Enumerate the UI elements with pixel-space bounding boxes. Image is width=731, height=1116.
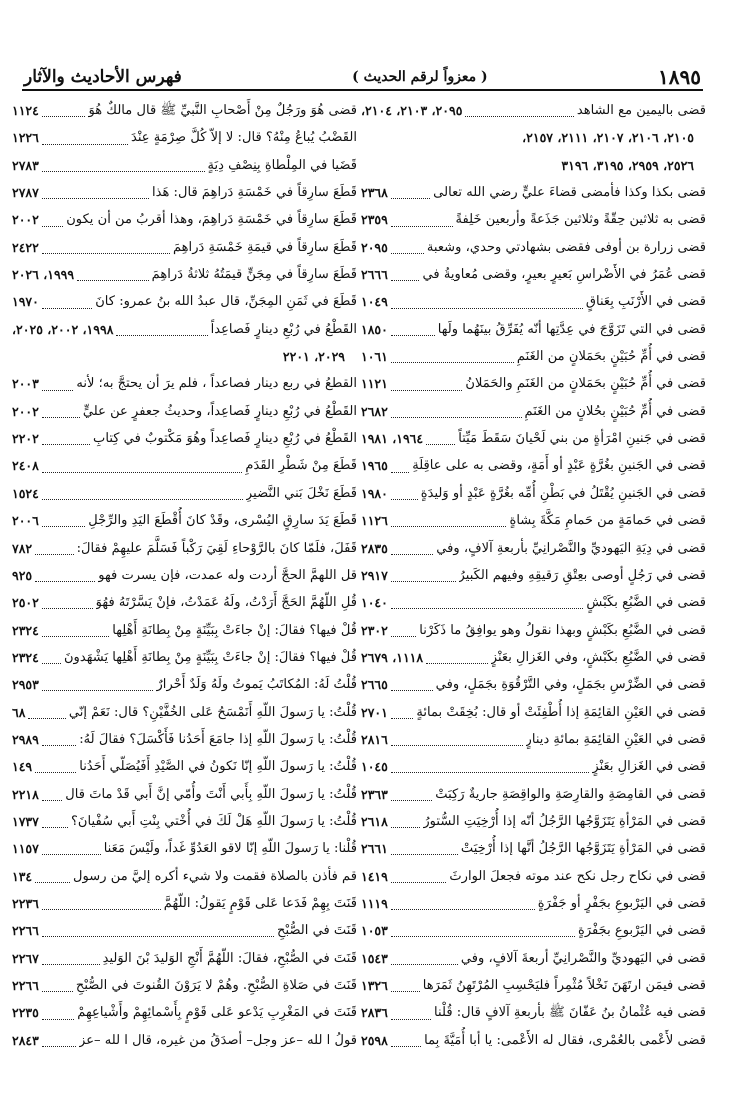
entry-refs: ٢٢٦٦	[12, 978, 39, 993]
index-entry	[361, 753, 706, 780]
leader-dots	[116, 335, 207, 336]
entry-text: قَنَتَ بِهِمْ فَدَعا عَلى قَوْمٍ يَقولُ: اللّهُمَّ	[163, 895, 357, 911]
leader-dots	[391, 936, 575, 937]
index-entry	[12, 972, 357, 999]
entry-text: قضى في الضِّرْسِ بجَمَلٍ، وفي التَّرْقُوَةِ بجَمَلٍ، وفي	[435, 677, 706, 693]
index-entry	[361, 398, 706, 425]
entry-refs: ١٩٩٩، ٢٠٢٦	[12, 267, 75, 283]
index-entry	[361, 234, 706, 261]
entry-refs: ٢٢١٨	[12, 786, 39, 802]
leader-dots	[42, 308, 92, 309]
entry-refs: ١١٥٧	[12, 841, 39, 857]
index-entry	[361, 589, 706, 616]
leader-dots	[391, 882, 446, 883]
entry-text: قضى باليمين مع الشاهد	[576, 103, 706, 118]
index-entry	[361, 972, 706, 999]
entry-text: قُلْ فيها؟ فقالَ: إنْ جاءَتْ بِبَيِّنَةٍ مِنْ بِطانَةِ أَهْلِها يَشْهَدونَ	[63, 649, 357, 665]
leader-dots	[42, 198, 149, 199]
entry-refs: ٢٥٢٦، ٢٩٥٩، ٣١٩٥، ٣١٩٦	[561, 157, 694, 173]
leader-dots	[42, 936, 274, 937]
entry-refs: ٢٥٩٨	[361, 1032, 388, 1048]
entry-refs: ٢٠٠٦	[12, 513, 39, 529]
entry-refs: ٢٧٨٣	[12, 157, 39, 173]
index-entry	[12, 835, 357, 862]
index-entry	[12, 480, 357, 507]
leader-dots	[42, 253, 170, 254]
entry-text: قَطَعَ مِنْ شَطْرِ القَدَمِ	[245, 458, 357, 474]
entry-refs: ٢٧٨٧	[12, 185, 39, 201]
index-entry	[12, 699, 357, 726]
entry-text: قضى في المَرْأةِ يَتَزَوَّجُها الرَّجُلُ أنّه إذا أُرْخِيَتِ السُّتورُ	[423, 813, 706, 829]
index-entry	[361, 288, 706, 315]
index-entry	[12, 261, 357, 288]
index-entry	[12, 507, 357, 534]
index-entry	[12, 999, 357, 1026]
entry-text: قَنَتَ في الصُّبْحِ	[277, 923, 357, 939]
leader-dots	[35, 581, 95, 582]
entry-text: قُلْتُ: يا رَسولَ اللّهِ إنّا نَكونُ في الصَّيْدِ أَفَيُصَلّي أَحَدُنا	[79, 759, 357, 775]
index-entry	[12, 589, 357, 616]
entry-text: قَنَتَ في الصُّبْحِ، فقالَ: اللّهُمَّ أَنْجِ الوَليدَ بْنَ الوَليدِ	[102, 950, 357, 966]
entry-text: قضى فيمَن ارتَهَنَ نَخْلاً مُثْمِراً فليَحْسِبِ المُرْتَهِنُ ثَمَرَها	[422, 978, 706, 993]
index-entry	[361, 97, 706, 124]
entry-text: قضى عُمَرُ في الأَضْراسِ بَعيرٍ بعيرٍ، وقضى مُعاويةُ في	[422, 267, 706, 283]
entry-refs: ١٩٧٠	[12, 294, 39, 310]
entry-refs: ١٠٤٥	[361, 759, 388, 775]
entry-refs: ٢٧٠١	[361, 704, 388, 720]
index-entry	[12, 617, 357, 644]
index-entry	[361, 425, 706, 452]
leader-dots	[391, 690, 433, 691]
entry-refs: ٢٦٨٢	[361, 403, 388, 419]
leader-dots	[42, 636, 109, 637]
leader-dots	[42, 909, 161, 910]
leader-dots	[391, 362, 514, 363]
entry-refs: ٢٤٠٨	[12, 458, 39, 474]
entry-refs: ٢٦٦١	[361, 841, 388, 857]
entry-text: قُلْ فيها؟ فقالَ: إنْ جاءَتْ بِبَيِّنَةٍ مِنْ بِطانَةِ أَهْلِها	[112, 622, 357, 638]
index-entry	[12, 535, 357, 562]
page-header	[24, 66, 701, 88]
entry-refs: ٦٨	[12, 704, 26, 720]
entry-refs: ١٥٤٣	[361, 950, 388, 966]
leader-dots	[42, 854, 101, 855]
entry-refs: ١٩٩٨، ٢٠٠٢، ٢٠٢٥،	[12, 321, 114, 337]
leader-dots	[42, 472, 243, 473]
entry-refs: ٢٢٦٧	[12, 950, 39, 966]
index-entry	[12, 726, 357, 753]
entry-text: قضى بكذا وكذا فأمضى قضاءَ عليٍّ رضي الله تعالى	[433, 185, 706, 201]
leader-dots	[426, 663, 488, 664]
entry-text: قضى في اليَرْبوعِ بجَفْرَةٍ	[577, 923, 706, 939]
entry-text: قَنَتَ في المَغْرِبِ يَدْعو عَلى قَوْمٍ بِأَسْمائِهِمْ وأَشْياعِهِمْ	[77, 1005, 357, 1021]
leader-dots	[391, 198, 430, 199]
leader-dots	[42, 608, 93, 609]
entry-refs: ١١١٩	[361, 895, 388, 911]
index-entry	[12, 206, 357, 233]
entry-text: قضى في التي تَزَوَّجَ في عِدَّتِها أنّه يُفَرِّقُ بينَهُما ولَها	[437, 321, 706, 337]
index-entry	[361, 452, 706, 479]
leader-dots	[42, 991, 73, 992]
entry-refs: ٢٠٠٢	[12, 212, 39, 228]
entry-text: قضى هُوَ ورَجُلٌ مِنْ أَصْحابِ النَّبيِّ ﷺ قال مالكٌ هُوَ	[88, 103, 357, 118]
entry-text: القَطْعُ في رُبْعِ دينارٍ فَصاعِداً وهُوَ مَكْتوبٌ في كِتابِ	[93, 431, 357, 447]
leader-dots	[42, 171, 205, 172]
leader-dots	[391, 499, 418, 500]
index-entry	[361, 206, 706, 233]
entry-refs: ٢٣٢٤	[12, 649, 39, 665]
entry-text: قضى زرارة بن أوفى فقضى بشهادتي وحدي، وشعبة	[426, 239, 706, 255]
entry-text: قضى في المَرْأةِ يَتَزَوَّجُها الرَّجُلُ أنَّها إذا أُرْخِيَتْ	[460, 841, 706, 857]
index-entry	[361, 699, 706, 726]
leader-dots	[42, 390, 74, 391]
index-entry	[361, 671, 706, 698]
entry-refs: ١٣٤	[12, 868, 33, 884]
index-entry	[361, 835, 706, 862]
entry-refs: ٢٥٠٢	[12, 595, 39, 611]
header-title: فهرس الأحاديث والآثار	[24, 67, 182, 87]
leader-dots	[35, 882, 70, 883]
entry-refs: ٢٠٠٢	[12, 403, 39, 419]
leader-dots	[391, 472, 409, 473]
entry-refs: ٢٠٠٣	[12, 376, 39, 392]
leader-dots	[42, 499, 243, 500]
leader-dots	[391, 253, 424, 254]
entry-refs: ٧٨٢	[12, 540, 33, 556]
index-entry	[361, 179, 706, 206]
entry-refs: ٢٣٠٢	[361, 622, 388, 638]
entry-refs: ٢٨١٦	[361, 731, 388, 747]
entry-refs: ٢٤٢٢	[12, 239, 39, 255]
leader-dots	[391, 772, 589, 773]
index-entry	[361, 480, 706, 507]
entry-refs: ٢٩٨٩	[12, 731, 39, 747]
leader-dots	[42, 444, 90, 445]
entry-text: قَطَعَ نَخْلَ بَني النَّضيرِ	[245, 485, 357, 501]
index-entry	[361, 1027, 706, 1054]
leader-dots	[391, 581, 456, 582]
entry-refs: ٢٣٢٤	[12, 622, 39, 638]
left-column	[12, 97, 357, 1054]
index-entry	[12, 452, 357, 479]
leader-dots	[391, 308, 583, 309]
entry-refs: ٢٩٥٣	[12, 677, 39, 693]
leader-dots	[42, 827, 68, 828]
leader-dots	[42, 1046, 76, 1047]
entry-text: قضى في الضَّبُعِ بكَبْشٍ، وفي الغَزالِ بعَنْزٍ	[490, 649, 706, 665]
index-entry	[12, 917, 357, 944]
index-entry	[12, 288, 357, 315]
entry-text: قضى في دِيَةِ اليَهوديِّ والنَّصْرانِيِّ بأربعةِ آلافٍ، وفي	[436, 540, 706, 556]
page-number: ١٨٩٥	[658, 65, 701, 89]
leader-dots	[391, 827, 420, 828]
index-entry	[12, 644, 357, 671]
index-entry	[12, 781, 357, 808]
index-entry	[361, 124, 706, 151]
index-entry	[12, 945, 357, 972]
entry-refs: ١٠٤٠	[361, 595, 388, 611]
leader-dots	[391, 335, 435, 336]
leader-dots	[391, 526, 507, 527]
entry-refs: ١٥٢٤	[12, 485, 39, 501]
index-entry	[12, 124, 357, 151]
leader-dots	[35, 772, 76, 773]
entry-text: القَضْبُ يُباعُ مِنْهُ؟ قال: لا إلاّ كُلَّ صِرْمَةٍ عِنْدَ	[130, 130, 357, 146]
index-entry	[12, 97, 357, 124]
entry-text: قضى في الأَرْنَبِ بِعَناقٍ	[585, 294, 706, 310]
index-entry	[361, 863, 706, 890]
entry-refs: ١٨٥٠	[361, 321, 388, 337]
entry-refs: ٢٦١٨	[361, 813, 388, 829]
entry-text: قضى في حَمامَةٍ من حَمامِ مَكَّةَ بِشاةٍ	[509, 513, 706, 529]
entry-text: قَنَتَ في صَلاةِ الصُّبْحِ. وهُمْ لا يَرَوْنَ القُنوتَ في الصُّبْحِ	[75, 978, 357, 993]
entry-refs: ٢١٠٥، ٢١٠٦، ٢١٠٧، ٢١١١، ٢١٥٧،	[522, 130, 694, 146]
entry-refs: ٢٣٥٩	[361, 212, 388, 228]
index-entry	[12, 343, 357, 370]
entry-text: قضى في العَيْنِ القائِمَةِ إذا أُطْفِئَتْ أو قال: بُخِقَتْ بمائةٍ	[416, 704, 706, 720]
index-entry	[12, 316, 357, 343]
leader-dots	[426, 444, 455, 445]
leader-dots	[42, 417, 80, 418]
leader-dots	[391, 991, 420, 992]
entry-text: قضى في الضَّبُعِ بكَبْشٍ	[586, 595, 706, 611]
entry-text: قضى في الجَنينِ بغُرَّةٍ عَبْدٍ أو أَمَةٍ، وقضى به على عاقِلَةِ	[412, 458, 706, 474]
index-entry	[361, 343, 706, 370]
entry-text: قُلِ اللّهُمَّ الحَجَّ أَرَدْتُ، ولَهُ عَمَدْتُ، فإنْ يَسَّرْتَهُ فهُوَ	[95, 595, 357, 611]
entry-refs: ٢٢٣٥	[12, 1005, 39, 1021]
entry-refs: ١٩٦٥	[361, 458, 388, 474]
entry-text: قضى في القامِصَةِ والقارِصَةِ والواقِصَةِ جاريةٌ رَكِبَتْ	[435, 786, 706, 802]
entry-refs: ٢٠٩٥، ٢١٠٣، ٢١٠٤،	[361, 103, 463, 118]
leader-dots	[42, 144, 128, 145]
index-entry	[12, 890, 357, 917]
entry-refs: ٢٨٤٣	[12, 1032, 39, 1048]
index-entry	[12, 179, 357, 206]
leader-dots	[391, 417, 522, 418]
leader-dots	[42, 226, 63, 227]
entry-text: قُلْتُ: يا رَسولَ اللّهِ أَنَمْسَحُ عَلى الخُفَّيْنِ؟ قال: نَعَمْ إنّي	[68, 704, 357, 720]
entry-refs: ١١٢٦	[361, 513, 388, 529]
entry-refs: ٢٣٦٨	[361, 185, 388, 201]
entry-refs: ٢٠٢٩، ٢٢٠١	[282, 349, 345, 365]
entry-text: قَطَعَ سارِقاً في خَمْسَةِ دَراهِمَ، وهذا أقربُ من أن يكون	[66, 212, 357, 228]
entry-text: قَفَلَ، فلَمّا كانَ بالرَّوْحاءِ لَقِيَ رَكْباً فَسَلَّمَ عليهِمْ فقالَ:	[76, 540, 357, 556]
entry-text: قم فأذن بالصلاة فقمت ولا شيء أكره إليَّ من رسول	[73, 868, 357, 884]
index-entry	[12, 1027, 357, 1054]
entry-text: القَطْعُ في رُبْعِ دينارٍ فَصاعِداً، وحديثُ جعفرٍ عن عليٍّ	[82, 403, 357, 419]
index-entry	[361, 261, 706, 288]
entry-text: قُلْتُ لَهُ: المُكاتَبُ يَموتُ ولَهُ وَلَدٌ أَحْرارٌ	[156, 677, 357, 693]
entry-refs: ٢٢٦٦	[12, 923, 39, 939]
entry-refs: ٢٨٣٥	[361, 540, 388, 556]
entry-refs: ١٤١٩	[361, 868, 388, 884]
leader-dots	[391, 909, 535, 910]
index-entry	[361, 507, 706, 534]
index-entry	[12, 753, 357, 780]
entry-text: القَطْعُ في رُبْعِ دينارٍ فَصاعِداً	[210, 321, 357, 337]
index-entry	[12, 425, 357, 452]
entry-refs: ١٠٥٣	[361, 923, 388, 939]
entry-text: قضى في العَيْنِ القائِمَةِ بمائةِ دينارٍ	[525, 731, 706, 747]
entry-refs: ١١١٨، ٢٦٧٩	[361, 649, 424, 665]
header-divider	[22, 89, 703, 91]
leader-dots	[35, 554, 73, 555]
index-entry	[12, 671, 357, 698]
right-column	[361, 97, 706, 1054]
leader-dots	[391, 636, 416, 637]
entry-refs: ٢٢٣٦	[12, 895, 39, 911]
leader-dots	[391, 554, 433, 555]
entry-text: قضى في رَجُلٍ أوصى بعِتْقِ رَقيقِهِ وفيهم الكَبيرُ	[458, 567, 706, 583]
leader-dots	[42, 663, 61, 664]
entry-refs: ٩٢٥	[12, 567, 33, 583]
entry-text: قضى في أُمِّ حُبَيْنٍ بحَمَلانٍ من الغَنَمِ	[516, 349, 706, 365]
entry-refs: ١٣٢٦	[361, 978, 388, 993]
entry-refs: ١٤٩	[12, 759, 33, 775]
entry-refs: ١٠٦١	[361, 349, 388, 365]
entry-text: قُلْنا: يا رَسولَ اللّهِ إنّا لاقو العَدُوِّ غَداً، ولَيْسَ مَعَنا	[103, 841, 357, 857]
index-entry	[361, 945, 706, 972]
leader-dots	[42, 800, 62, 801]
entry-text: قضى في جَنينِ امْرَأةٍ من بني لَحْيانَ سَقَطَ مَيِّتاً	[458, 431, 706, 447]
entry-text: قل اللهمَّ الحجَّ أردت وله عمدت، فإن يسرت فهو	[98, 567, 357, 583]
index-entry	[12, 370, 357, 397]
entry-refs: ٢٨٣٦	[361, 1005, 388, 1021]
entry-refs: ١١٢١	[361, 376, 388, 392]
entry-refs: ٢٣٦٣	[361, 786, 388, 802]
leader-dots	[28, 718, 65, 719]
leader-dots	[391, 854, 458, 855]
header-subtitle: ( معزواً لرقم الحديث )	[352, 69, 488, 85]
entry-text: قَطَعَ سارِقاً في خَمْسَةِ دَراهِمَ قال: هَذا	[151, 185, 357, 201]
entry-text: قُلْتُ: يا رَسولَ اللّهِ هَلْ لَكَ في أُخْتي بِنْتِ أَبي سُفْيانَ؟	[70, 813, 357, 829]
index-entry	[12, 234, 357, 261]
entry-refs: ١٩٨٠	[361, 485, 388, 501]
entry-text: قُلْتُ: يا رَسولَ اللّهِ بِأَبي أَنْتَ وأُمّي إنَّ أَبي قَدْ ماتَ قال	[65, 786, 357, 802]
entry-refs: ١١٢٤	[12, 103, 39, 118]
entry-text: قَطَعَ سارِقاً في قيمَةِ خَمْسَةِ دَراهِمَ	[172, 239, 357, 255]
entry-refs: ٢٦٦٥	[361, 677, 388, 693]
index-entry	[12, 152, 357, 179]
index-entry	[361, 316, 706, 343]
entry-text: قَطَعَ سارِقاً في مِجَنٍّ قيمَتُهُ ثلاثةُ دَراهِمَ	[151, 267, 357, 283]
index-entry	[361, 890, 706, 917]
entry-text: قضى في الجَنينِ يُقْتَلُ في بَطْنِ أُمِّه بغُرَّةٍ عَبْدٍ أو وَليدَةٍ	[420, 485, 706, 501]
index-entry	[361, 999, 706, 1026]
index-entry	[12, 808, 357, 835]
index-entry	[361, 535, 706, 562]
leader-dots	[42, 690, 154, 691]
leader-dots	[391, 1046, 421, 1047]
leader-dots	[391, 964, 458, 965]
entry-text: قضى في الضَّبُعِ بكَبْشٍ وبهذا نقولُ وهو يوافِقُ ما ذَكَرْنا	[419, 622, 706, 638]
leader-dots	[391, 800, 432, 801]
entry-text: قضى في أُمِّ حُبَيْنٍ بحُلانٍ من الغَنَمِ	[524, 403, 706, 419]
leader-dots	[42, 964, 100, 965]
leader-dots	[465, 116, 573, 117]
index-entry	[12, 863, 357, 890]
leader-dots	[391, 226, 453, 227]
entry-text: قضى في الغَزالِ بعَنْزٍ	[592, 759, 706, 775]
entry-text: قضى لأَعْمى بالعُمْرى، فقال له الأَعْمى: يا أبا أُمَيَّةَ بِما	[424, 1032, 706, 1048]
index-entry	[361, 617, 706, 644]
entry-text: قَضَيا في المِلْطاةِ بِنِصْفِ دِيَةٍ	[207, 157, 357, 173]
index-entry	[361, 152, 706, 179]
index-entry	[361, 644, 706, 671]
entry-text: قضى في أُمِّ حُبَيْنٍ بحَمَلانٍ من الغَنَمِ والحَمَلانُ	[465, 376, 706, 392]
entry-text: قولُ ا لله –عز وجل– أصدَقُ من غيره، قال ا لله –عز	[79, 1032, 357, 1048]
entry-refs: ١٧٣٧	[12, 813, 39, 829]
entry-text: قضى في نكاح رجل نكح عند موته فجعلَ الوارثَ	[449, 868, 706, 884]
entry-refs: ١٩٦٤، ١٩٨١	[361, 431, 424, 447]
entry-text: قضى في اليَرْبوعِ بجَفْرٍ أو جَفْرَةٍ	[537, 895, 706, 911]
entry-refs: ١٠٤٩	[361, 294, 388, 310]
index-entry	[361, 726, 706, 753]
entry-refs: ١٢٢٦	[12, 130, 39, 146]
leader-dots	[391, 608, 584, 609]
leader-dots	[391, 280, 420, 281]
index-entry	[12, 562, 357, 589]
entry-text: قضى فيه عُثْمانُ بنُ عَفّانَ ﷺ بأربعةِ آلافٍ قال: قُلْنا	[434, 1005, 706, 1021]
index-entry	[361, 781, 706, 808]
leader-dots	[42, 1019, 74, 1020]
leader-dots	[391, 745, 523, 746]
leader-dots	[391, 1019, 431, 1020]
index-entry	[361, 917, 706, 944]
entry-text: قضى في اليَهوديِّ والنَّصْرانِيِّ أربعةَ آلافٍ، وفي	[460, 950, 706, 966]
entry-refs: ٢٩١٧	[361, 567, 388, 583]
index-entry	[361, 370, 706, 397]
entry-refs: ٢٦٦٦	[361, 267, 388, 283]
leader-dots	[391, 718, 413, 719]
entry-text: القطعُ في ربع دينار فصاعداً ، فلم يرَ أن يحتجَّ به؛ لأنه	[76, 376, 357, 392]
entry-text: قَطَعَ في ثَمَنِ المِجَنِّ، قال عبدُ الله بنُ عمرو: كانَ	[95, 294, 357, 310]
entry-text: قَطَعَ يَدَ سارِقٍ اليُسْرى، وقَدْ كانَ أُقْطَعَ اليَدِ والرِّجْلِ	[88, 513, 357, 529]
entry-text: قضى به ثلاثين حِقّةً وثلاثين جَذَعةً وأربعين خَلِفةً	[455, 212, 706, 228]
leader-dots	[42, 116, 86, 117]
index-entry	[12, 398, 357, 425]
index-entry	[361, 562, 706, 589]
leader-dots	[42, 745, 76, 746]
entry-text: قُلْتُ: يا رَسولَ اللّهِ إذا جامَعَ أَحَدُنا فَأَكْسَلَ؟ فقالَ لَهُ:	[79, 731, 357, 747]
leader-dots	[42, 526, 85, 527]
leader-dots	[391, 390, 463, 391]
entry-refs: ٢٠٩٥	[361, 239, 388, 255]
entry-refs: ٢٢٠٢	[12, 431, 39, 447]
index-entry	[361, 808, 706, 835]
leader-dots	[77, 280, 149, 281]
